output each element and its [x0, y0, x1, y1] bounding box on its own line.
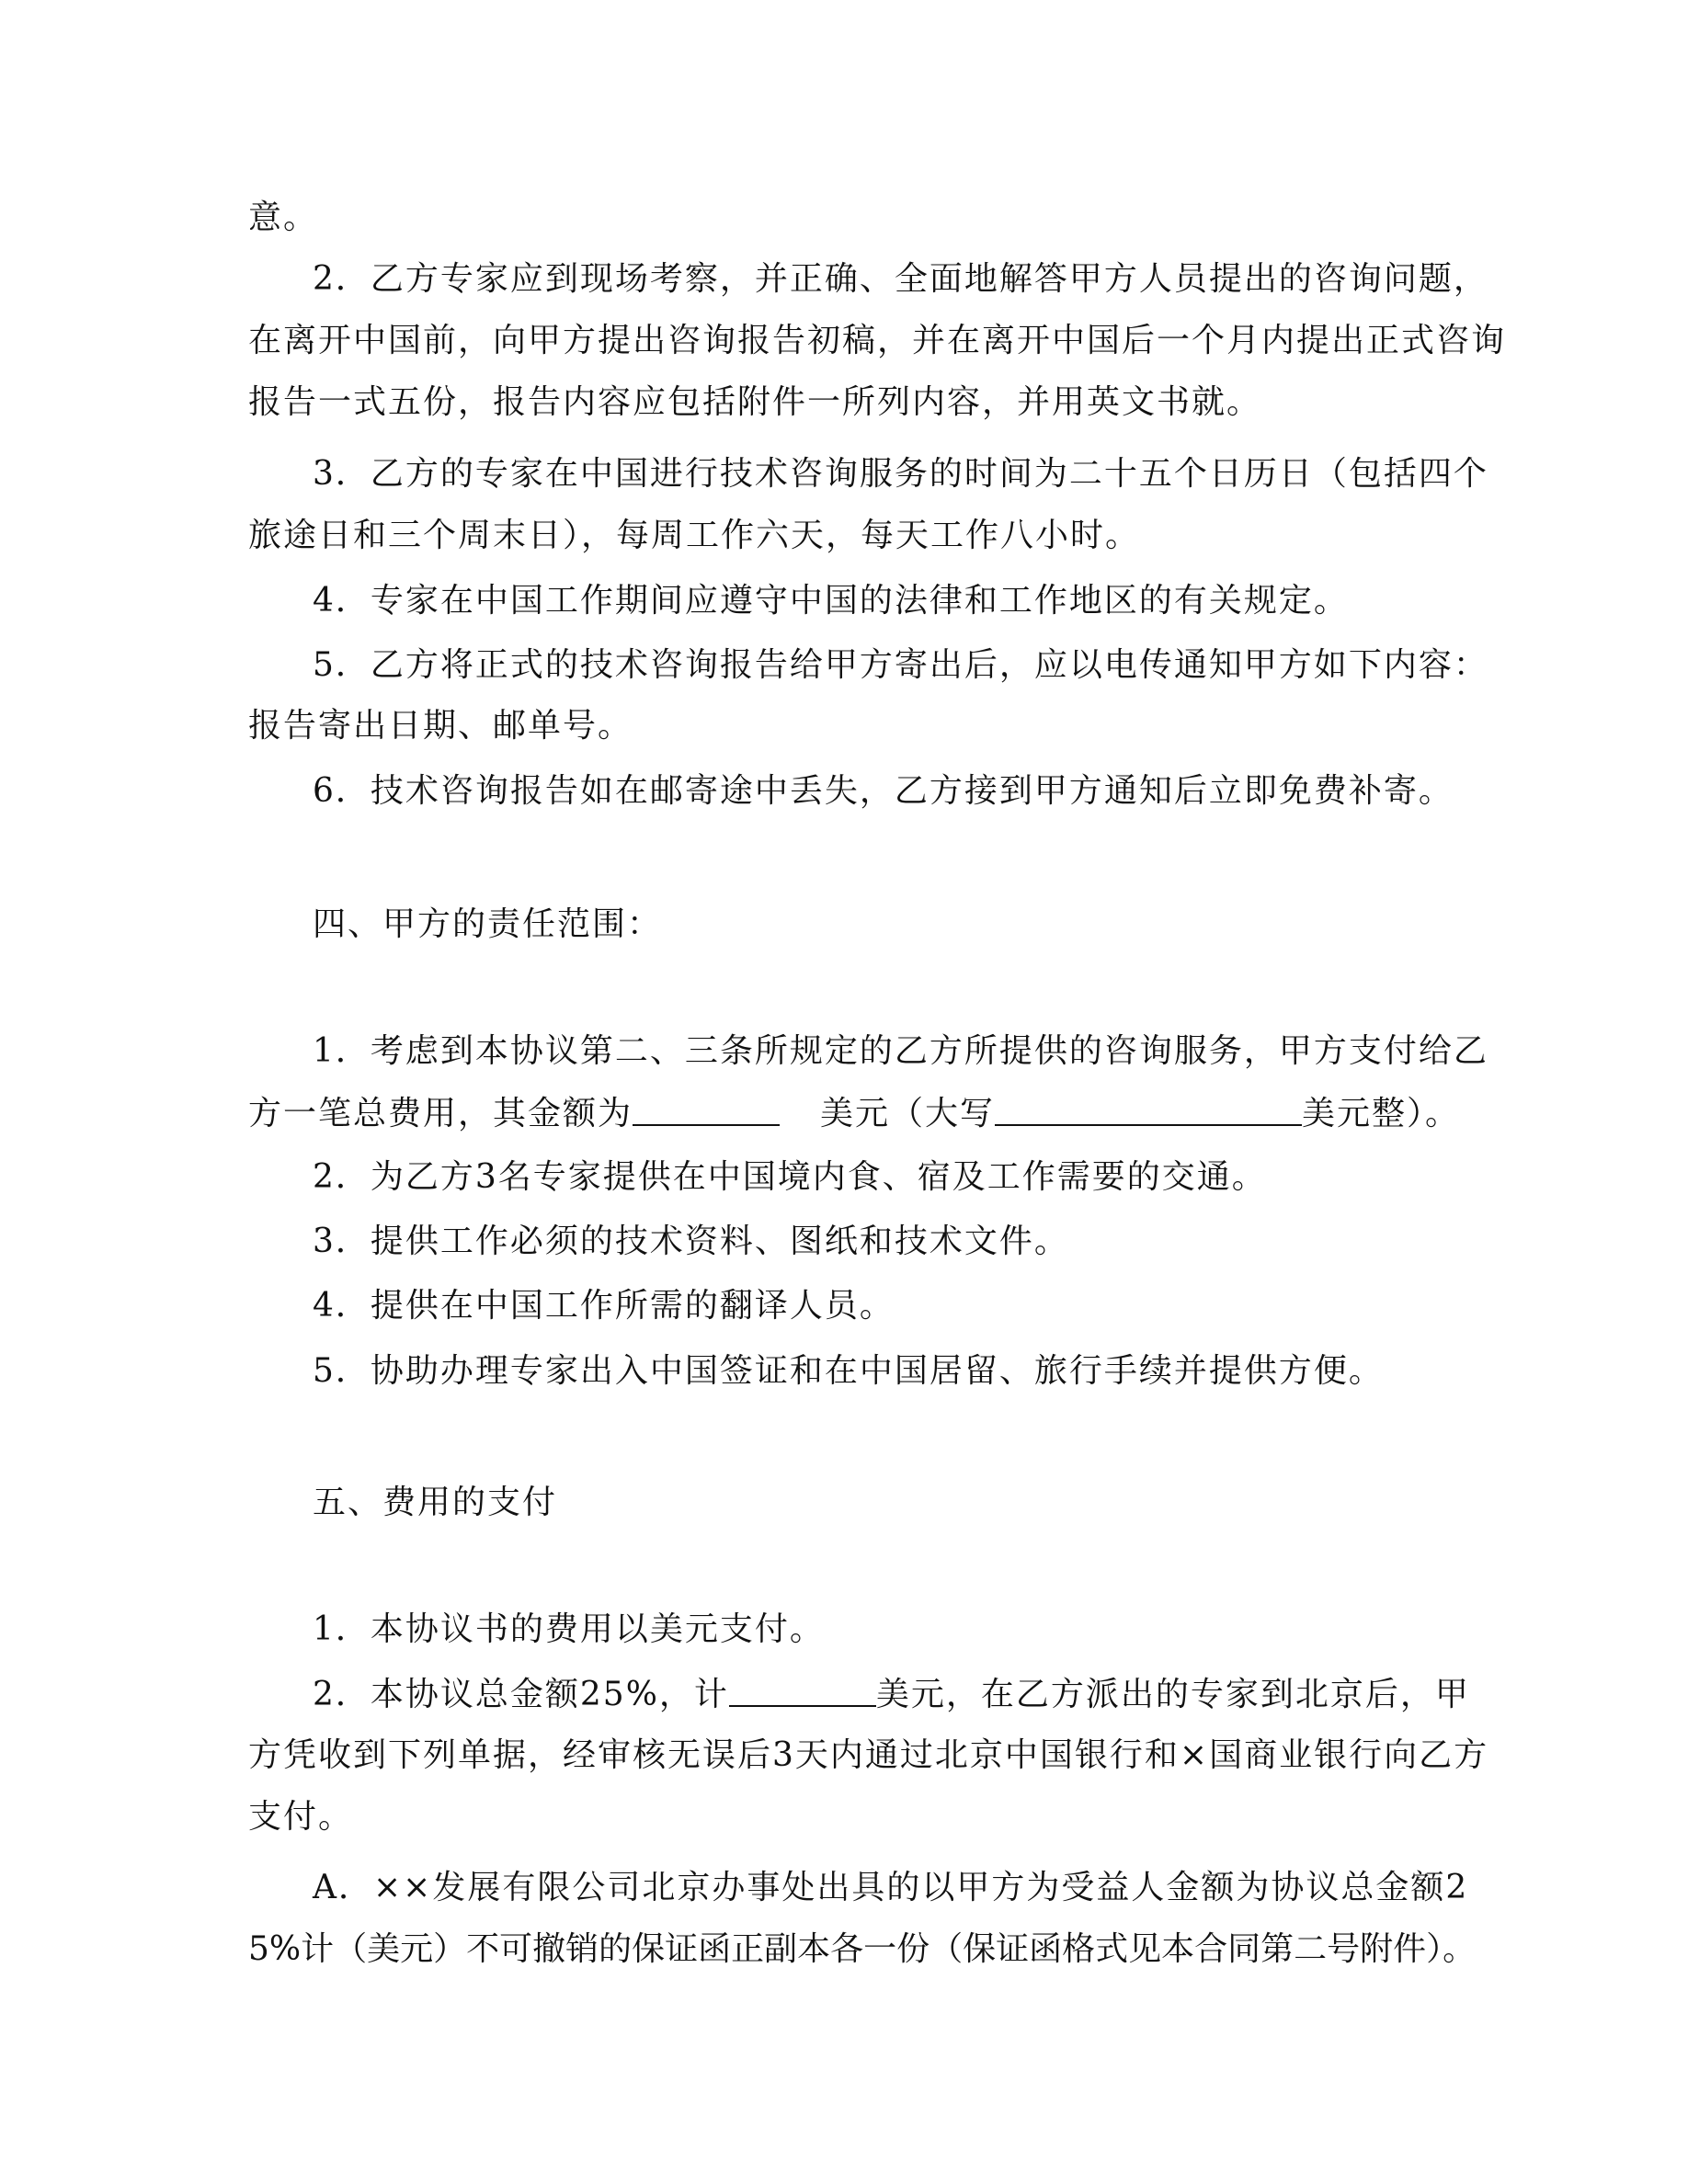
payment-amount-blank [729, 1674, 876, 1707]
clause-4-4: 4．提供在中国工作所需的翻译人员。 [313, 1287, 895, 1325]
clause-5-2-line-3: 支付。 [248, 1798, 354, 1836]
amount-blank [633, 1093, 780, 1126]
clause-4-2: 2．为乙方3名专家提供在中国境内食、宿及工作需要的交通。 [313, 1158, 1267, 1196]
clause-5-2-line-2: 方凭收到下列单据，经审核无误后3天内通过北京中国银行和×国商业银行向乙方 [248, 1736, 1489, 1774]
clause-3-5-line-1: 5．乙方将正式的技术咨询报告给甲方寄出后，应以电传通知甲方如下内容： [313, 646, 1488, 684]
clause-4-1-line-1: 1．考虑到本协议第二、三条所规定的乙方所提供的咨询服务，甲方支付给乙 [313, 1032, 1488, 1070]
clause-5-2-line-1 [313, 1674, 1470, 1716]
clause-3-6: 6．技术咨询报告如在邮寄途中丢失，乙方接到甲方通知后立即免费补寄。 [313, 772, 1454, 810]
clause-3-4: 4．专家在中国工作期间应遵守中国的法律和工作地区的有关规定。 [313, 582, 1349, 620]
clause-3-3-line-2: 旅途日和三个周末日），每周工作六天，每天工作八小时。 [248, 517, 1141, 554]
clause-5-a-line-1: A．××发展有限公司北京办事处出具的以甲方为受益人金额为协议总金额2 [313, 1869, 1469, 1906]
clause-4-3: 3．提供工作必须的技术资料、图纸和技术文件。 [313, 1223, 1069, 1260]
clause-5-a-line-2: 5%计（美元）不可撤销的保证函正副本各一份（保证函格式见本合同第二号附件）。 [248, 1930, 1477, 1968]
section-5-heading: 五、费用的支付 [313, 1484, 558, 1521]
clause-3-5-line-2: 报告寄出日期、邮单号。 [248, 707, 633, 745]
clause-4-1-text-pre: 方一笔总费用，其金额为 [248, 1095, 633, 1132]
clause-4-1-text-post: 美元整）。 [1302, 1095, 1461, 1132]
clause-3-2-line-3: 报告一式五份，报告内容应包括附件一所列内容，并用英文书就。 [248, 383, 1262, 421]
clause-4-1-line-2 [248, 1093, 1460, 1135]
clause-5-1: 1．本协议书的费用以美元支付。 [313, 1610, 825, 1648]
section-4-heading: 四、甲方的责任范围： [313, 905, 663, 943]
clause-5-2-text-post: 美元，在乙方派出的专家到北京后，甲 [875, 1676, 1470, 1713]
clause-4-5: 5．协助办理专家出入中国签证和在中国居留、旅行手续并提供方便。 [313, 1352, 1384, 1390]
clause-5-2-text-pre: 2．本协议总金额25%，计 [313, 1676, 729, 1713]
amount-in-words-blank [995, 1093, 1302, 1126]
clause-3-2-line-1: 2．乙方专家应到现场考察，并正确、全面地解答甲方人员提出的咨询问题， [313, 260, 1488, 298]
clause-3-2-line-2: 在离开中国前，向甲方提出咨询报告初稿，并在离开中国后一个月内提出正式咨询 [248, 322, 1507, 359]
paragraph-line: 意。 [248, 199, 319, 236]
clause-4-1-text-mid: 美元（大写 [820, 1095, 996, 1132]
clause-3-3-line-1: 3．乙方的专家在中国进行技术咨询服务的时间为二十五个日历日（包括四个 [313, 455, 1488, 493]
